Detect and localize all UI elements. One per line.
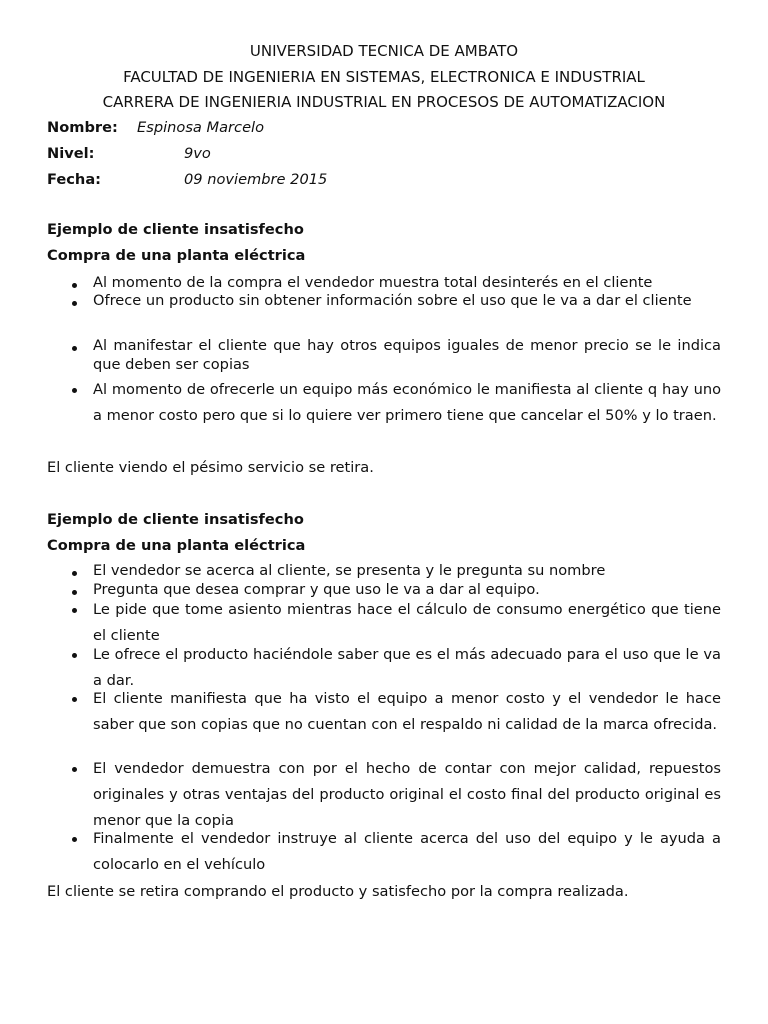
name-value: Espinosa Marcelo [137, 119, 265, 136]
section2-item: El vendedor se acerca al cliente, se presenta y le pregunta su nombre [93, 562, 721, 581]
section2-item: Pregunta que desea comprar y que uso le va a dar al equipo. [93, 581, 721, 600]
section1-title: Ejemplo de cliente insatisfecho [47, 221, 304, 238]
faculty-title: FACULTAD DE INGENIERIA EN SISTEMAS, ELECTRONICA E INDUSTRIAL [123, 68, 645, 86]
section2-item: Le ofrece el producto haciéndole saber que es el más adecuado para el uso que le va a dar. [93, 642, 721, 694]
section1-item: Al manifestar el cliente que hay otros equipos iguales de menor precio se le indica que deben ser copias [93, 337, 721, 373]
section2-title: Ejemplo de cliente insatisfecho [47, 511, 304, 528]
section2-item: Le pide que tome asiento mientras hace el cálculo de consumo energético que tiene el cliente [93, 597, 721, 649]
section2-conclusion: El cliente se retira comprando el producto y satisfecho por la compra realizada. [47, 883, 629, 900]
date-label: Fecha: [47, 171, 101, 188]
level-value: 9vo [184, 145, 211, 162]
section2-item: El cliente manifiesta que ha visto el equipo a menor costo y el vendedor le hace saber que son copias que no cuentan con el respaldo ni calidad de la marca ofrecida. [93, 686, 721, 738]
section2-item: Finalmente el vendedor instruye al cliente acerca del uso del equipo y le ayuda a colocarlo en el vehículo [93, 826, 721, 878]
career-title: CARRERA DE INGENIERIA INDUSTRIAL EN PROCESOS DE AUTOMATIZACION [102, 93, 666, 111]
level-label: Nivel: [47, 145, 95, 162]
section1-item: Al momento de la compra el vendedor muestra total desinterés en el cliente [93, 274, 721, 293]
section1-item: Al momento de ofrecerle un equipo más económico le manifiesta al cliente q hay uno a menor costo pero que si lo quiere ver primero tiene que cancelar el 50% y lo traen. [93, 377, 721, 429]
name-row [47, 117, 727, 139]
section1-conclusion: El cliente viendo el pésimo servicio se retira. [47, 459, 374, 476]
section2-item: El vendedor demuestra con por el hecho de contar con mejor calidad, repuestos originales y otras ventajas del producto original el costo final del producto original es menor que la copia [93, 756, 721, 834]
section1-item: Ofrece un producto sin obtener información sobre el uso que le va a dar el cliente [93, 292, 721, 311]
university-title: UNIVERSIDAD TECNICA DE AMBATO [249, 42, 519, 60]
section2-subtitle: Compra de una planta eléctrica [47, 537, 306, 554]
date-value: 09 noviembre 2015 [184, 171, 328, 188]
level-row [47, 143, 727, 165]
name-label: Nombre: [47, 119, 118, 136]
section1-subtitle: Compra de una planta eléctrica [47, 247, 306, 264]
date-row [47, 169, 727, 191]
